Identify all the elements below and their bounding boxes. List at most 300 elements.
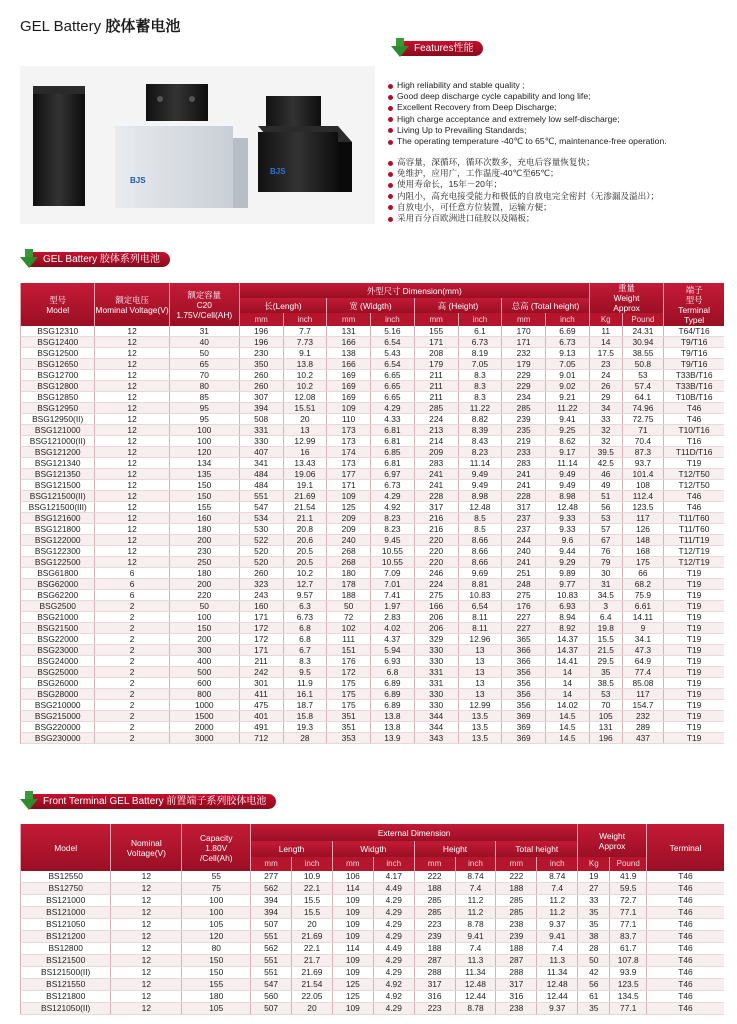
table-cell: 33	[578, 895, 610, 907]
table-cell: 248	[502, 579, 546, 590]
table-cell: 166	[327, 359, 371, 370]
table-cell: 14.5	[546, 733, 590, 744]
table-cell: 173	[327, 425, 371, 436]
table-cell: 307	[239, 392, 283, 403]
table-cell: 12	[95, 414, 169, 425]
table-cell: 9.49	[546, 480, 590, 491]
table-cell: 8.62	[546, 436, 590, 447]
table-cell: 227	[502, 612, 546, 623]
table-cell: T19	[664, 645, 724, 656]
table-cell: 138	[327, 348, 371, 359]
table-cell: BS121000	[21, 907, 111, 919]
table-cell: 344	[414, 722, 458, 733]
table-cell: 4.29	[373, 955, 414, 967]
table-cell: T46	[647, 931, 725, 943]
table-cell: 13	[458, 667, 502, 678]
table-cell: 11	[589, 326, 622, 337]
col-terminal: 端子 型号 Terminal Typel	[664, 283, 724, 326]
table-cell: 6.73	[458, 337, 502, 348]
table-cell: BSG215000	[21, 711, 95, 722]
table-cell: T12/T19	[664, 557, 724, 568]
table-cell: T10B/T16	[664, 392, 724, 403]
table-cell: 87.3	[622, 447, 664, 458]
table-cell: 28	[578, 943, 610, 955]
table-cell: 11.2	[455, 907, 496, 919]
table-cell: 111	[327, 634, 371, 645]
table-cell: 9.1	[283, 348, 327, 359]
table-cell: 365	[502, 634, 546, 645]
table-cell: 4.29	[373, 895, 414, 907]
table-cell: 343	[414, 733, 458, 744]
table-cell: 172	[239, 634, 283, 645]
table-cell: T19	[664, 458, 724, 469]
table-cell: 13.5	[458, 733, 502, 744]
unit-mm: mm	[502, 313, 546, 326]
table-cell: 351	[327, 711, 371, 722]
table-cell: 72.75	[622, 414, 664, 425]
table-cell: 227	[502, 623, 546, 634]
table-cell: 105	[182, 919, 251, 931]
table-cell: T11/T19	[664, 535, 724, 546]
table-cell: 1500	[169, 711, 239, 722]
product-photo	[20, 66, 375, 224]
table-cell: 15.5	[292, 895, 333, 907]
table-row	[21, 381, 725, 392]
table-cell: T19	[664, 579, 724, 590]
table-cell: 7.4	[455, 883, 496, 895]
table-cell: 49	[589, 480, 622, 491]
table-cell: 35	[589, 667, 622, 678]
table-cell: 6.54	[458, 601, 502, 612]
table-cell: 11.22	[546, 403, 590, 414]
table-cell: 10.83	[458, 590, 502, 601]
table-cell: 31	[169, 326, 239, 337]
table-cell: 64.1	[622, 392, 664, 403]
table-cell: BS12800	[21, 943, 111, 955]
table-row	[21, 590, 725, 601]
table-cell: 6.93	[546, 601, 590, 612]
feature-item: The operating temperature -40℃ to 65℃, maintenance-free operation.	[386, 136, 731, 147]
table-cell: 77.4	[622, 667, 664, 678]
table-cell: 15.8	[283, 711, 327, 722]
table-cell: 32	[589, 436, 622, 447]
unit-pound: Pound	[610, 857, 647, 871]
table-cell: BSG2500	[21, 601, 95, 612]
table-cell: 34.5	[589, 590, 622, 601]
table-cell: 29	[589, 392, 622, 403]
table-row	[21, 919, 725, 931]
table-cell: 114	[332, 883, 373, 895]
table-cell: 12.44	[537, 991, 578, 1003]
table-cell: 3	[589, 601, 622, 612]
table-cell: T19	[664, 623, 724, 634]
table-cell: 8.5	[458, 524, 502, 535]
table-cell: T19	[664, 733, 724, 744]
table-cell: T11/T60	[664, 524, 724, 535]
table-cell: BSG12950	[21, 403, 95, 414]
table-cell: 475	[239, 700, 283, 711]
table-cell: 13.9	[371, 733, 415, 744]
table-cell: 4.92	[371, 502, 415, 513]
table-cell: 53	[622, 370, 664, 381]
table-cell: 29.5	[589, 656, 622, 667]
table-cell: 6.81	[371, 425, 415, 436]
table-cell: 232	[502, 348, 546, 359]
table-cell: 71	[622, 425, 664, 436]
table-cell: 9.29	[546, 557, 590, 568]
table-cell: 260	[239, 568, 283, 579]
table-cell: 50	[578, 955, 610, 967]
table-cell: 411	[239, 689, 283, 700]
table-cell: 117	[622, 513, 664, 524]
table-cell: 6.54	[371, 337, 415, 348]
table-cell: BSG121000	[21, 425, 95, 436]
table-cell: 200	[169, 579, 239, 590]
table-cell: 562	[251, 883, 292, 895]
table-cell: 300	[169, 645, 239, 656]
table-cell: 188	[327, 590, 371, 601]
table-cell: 12	[95, 359, 169, 370]
table-cell: 287	[496, 955, 537, 967]
table-cell: 238	[496, 1003, 537, 1015]
table-cell: BSG122000	[21, 535, 95, 546]
table-cell: 369	[502, 722, 546, 733]
table-cell: 491	[239, 722, 283, 733]
table-cell: 220	[414, 557, 458, 568]
table-cell: 6.73	[283, 612, 327, 623]
table-cell: 12.08	[283, 392, 327, 403]
table-cell: 4.29	[373, 1003, 414, 1015]
table-cell: 14.02	[546, 700, 590, 711]
table-cell: BSG28000	[21, 689, 95, 700]
table-cell: 6.8	[283, 623, 327, 634]
table-cell: 6	[95, 590, 169, 601]
col-height: 高 (Height)	[414, 298, 502, 313]
table-cell: 11.14	[458, 458, 502, 469]
table-cell: BSG121800	[21, 524, 95, 535]
table-cell: 112.4	[622, 491, 664, 502]
table-cell: 188	[414, 883, 455, 895]
table-cell: BSG26000	[21, 678, 95, 689]
table-cell: 9.89	[546, 568, 590, 579]
table-cell: 288	[414, 967, 455, 979]
table-cell: T19	[664, 722, 724, 733]
table-cell: 289	[622, 722, 664, 733]
table-cell: 65	[169, 359, 239, 370]
table-cell: 232	[622, 711, 664, 722]
table-row	[21, 535, 725, 546]
col-height: Height	[414, 841, 496, 857]
table-cell: 6	[95, 568, 169, 579]
table-cell: T33B/T16	[664, 381, 724, 392]
table-cell: 12	[95, 557, 169, 568]
table-cell: 106	[332, 871, 373, 883]
table-cell: 12	[111, 907, 182, 919]
table-cell: 230	[239, 348, 283, 359]
table-cell: 6.65	[371, 381, 415, 392]
table-cell: 6	[95, 579, 169, 590]
table-row	[21, 491, 725, 502]
table-cell: 2	[95, 645, 169, 656]
table-cell: 8.74	[537, 871, 578, 883]
table-cell: 109	[327, 491, 371, 502]
table-cell: 6.73	[546, 337, 590, 348]
table-cell: 8.98	[546, 491, 590, 502]
table-cell: 109	[332, 955, 373, 967]
table-cell: 712	[239, 733, 283, 744]
unit-inch: inch	[546, 313, 590, 326]
page-title-en: GEL Battery	[20, 18, 102, 35]
table-cell: 8.39	[458, 425, 502, 436]
table-cell: 8.11	[458, 612, 502, 623]
table-cell: 341	[239, 458, 283, 469]
table-cell: 9.41	[546, 414, 590, 425]
table-cell: 12	[95, 513, 169, 524]
table-cell: 7.41	[371, 590, 415, 601]
table-cell: T19	[664, 612, 724, 623]
col-width: 宽 (Widgth)	[327, 298, 415, 313]
table-cell: 301	[239, 678, 283, 689]
table-cell: 85.08	[622, 678, 664, 689]
table-cell: 8.3	[458, 370, 502, 381]
table-cell: 211	[414, 381, 458, 392]
table-row	[21, 568, 725, 579]
table-cell: BSG12950(II)	[21, 414, 95, 425]
table-cell: 12	[111, 883, 182, 895]
table-cell: 38.55	[622, 348, 664, 359]
table-cell: T46	[647, 955, 725, 967]
table-cell: T9/T16	[664, 348, 724, 359]
table-cell: 206	[414, 612, 458, 623]
table-row	[21, 656, 725, 667]
table-cell: 9.45	[371, 535, 415, 546]
col-model: 型号 Model	[21, 283, 95, 326]
table-cell: T9/T16	[664, 337, 724, 348]
table-cell: 7.05	[546, 359, 590, 370]
table-cell: 356	[502, 667, 546, 678]
table-cell: BSG25000	[21, 667, 95, 678]
table-cell: 244	[502, 535, 546, 546]
table-cell: 260	[239, 370, 283, 381]
table-cell: 148	[622, 535, 664, 546]
table-cell: 77.1	[610, 907, 647, 919]
table-cell: 24	[589, 370, 622, 381]
table-cell: 6.1	[458, 326, 502, 337]
features-list-en	[386, 80, 731, 147]
table-cell: BSG121500(III)	[21, 502, 95, 513]
table-cell: 9.49	[458, 480, 502, 491]
table-cell: 170	[502, 326, 546, 337]
table-cell: BSG122500	[21, 557, 95, 568]
table-cell: T46	[664, 502, 724, 513]
unit-inch: inch	[455, 857, 496, 871]
table-cell: 7.7	[283, 326, 327, 337]
table-cell: 109	[332, 931, 373, 943]
table-cell: 330	[414, 656, 458, 667]
table-cell: 13	[283, 425, 327, 436]
table-cell: T19	[664, 711, 724, 722]
table-cell: BSG12310	[21, 326, 95, 337]
table-row	[21, 931, 725, 943]
table-cell: 220	[414, 535, 458, 546]
table-cell: 7.4	[537, 883, 578, 895]
unit-mm: mm	[496, 857, 537, 871]
table-cell: 13.43	[283, 458, 327, 469]
table-cell: 50	[169, 601, 239, 612]
table-cell: 394	[239, 403, 283, 414]
table-cell: BSG24000	[21, 656, 95, 667]
table-cell: 12	[95, 535, 169, 546]
table-cell: 35	[578, 919, 610, 931]
table-cell: 176	[327, 656, 371, 667]
table-cell: 551	[239, 491, 283, 502]
unit-kg: Kg	[578, 857, 610, 871]
table-cell: 105	[182, 1003, 251, 1015]
table-cell: T46	[664, 491, 724, 502]
table-cell: 85	[169, 392, 239, 403]
table-row	[21, 458, 725, 469]
gel-battery-table	[20, 283, 724, 744]
table-cell: T46	[647, 991, 725, 1003]
table-cell: T33B/T16	[664, 370, 724, 381]
table-cell: 114	[332, 943, 373, 955]
table-cell: BSG12650	[21, 359, 95, 370]
table-cell: T46	[664, 403, 724, 414]
table-cell: 240	[327, 535, 371, 546]
table-row	[21, 689, 725, 700]
table-cell: 34	[589, 403, 622, 414]
table-row	[21, 871, 725, 883]
table-cell: 287	[414, 955, 455, 967]
table-cell: 41.9	[610, 871, 647, 883]
table-cell: 19.06	[283, 469, 327, 480]
table-row	[21, 480, 725, 491]
table-cell: 9.57	[283, 590, 327, 601]
table-cell: 12.48	[455, 979, 496, 991]
table-cell: 4.29	[371, 491, 415, 502]
table-cell: 12	[111, 919, 182, 931]
table-cell: T46	[647, 895, 725, 907]
table-cell: 11.3	[537, 955, 578, 967]
table-cell: 317	[496, 979, 537, 991]
table-cell: 350	[239, 359, 283, 370]
table-cell: 1000	[169, 700, 239, 711]
table-row	[21, 425, 725, 436]
table-cell: 176	[502, 601, 546, 612]
table-cell: 8.92	[546, 623, 590, 634]
table-cell: 520	[239, 546, 283, 557]
table-cell: 22.1	[292, 883, 333, 895]
table-cell: 530	[239, 524, 283, 535]
table-cell: 200	[169, 535, 239, 546]
table-cell: BSG12400	[21, 337, 95, 348]
table-cell: 277	[251, 871, 292, 883]
table-cell: 12	[95, 425, 169, 436]
table-cell: 9.41	[537, 931, 578, 943]
unit-inch: inch	[292, 857, 333, 871]
table-cell: 209	[327, 513, 371, 524]
table-cell: 12	[95, 524, 169, 535]
table-cell: T46	[647, 979, 725, 991]
table-cell: BSG21000	[21, 612, 95, 623]
table-cell: 12	[95, 392, 169, 403]
table-cell: 216	[414, 513, 458, 524]
table-cell: 329	[414, 634, 458, 645]
table-cell: 5.16	[371, 326, 415, 337]
table-cell: 285	[496, 895, 537, 907]
table-cell: BSG121500	[21, 480, 95, 491]
table-cell: 171	[502, 337, 546, 348]
table-cell: 53	[589, 689, 622, 700]
table-cell: 9.44	[546, 546, 590, 557]
table-row	[21, 634, 725, 645]
page-title-cn: 胶体蓄电池	[105, 18, 181, 35]
table-cell: 38	[578, 931, 610, 943]
table-cell: 21.69	[292, 931, 333, 943]
table-cell: 109	[332, 919, 373, 931]
table-cell: 12	[95, 480, 169, 491]
table-cell: 76	[589, 546, 622, 557]
table-cell: 93.9	[610, 967, 647, 979]
table-cell: 110	[327, 414, 371, 425]
table-row	[21, 524, 725, 535]
table-row	[21, 883, 725, 895]
table-cell: 20.6	[283, 535, 327, 546]
table-cell: 75	[182, 883, 251, 895]
table-cell: 175	[327, 678, 371, 689]
table-cell: BSG121200	[21, 447, 95, 458]
table-cell: 2	[95, 722, 169, 733]
table-cell: 13	[458, 678, 502, 689]
table-cell: 507	[251, 919, 292, 931]
table-cell: 32	[589, 425, 622, 436]
table-cell: 14.5	[546, 722, 590, 733]
table-row	[21, 348, 725, 359]
table-cell: 228	[502, 491, 546, 502]
table-cell: 66	[622, 568, 664, 579]
col-capacity: Capacity 1.80V /Cell(Ah)	[182, 824, 251, 871]
table-cell: 484	[239, 480, 283, 491]
table-cell: 6.61	[622, 601, 664, 612]
table-cell: 126	[622, 524, 664, 535]
table-cell: 95	[169, 403, 239, 414]
unit-pound: Pound	[622, 313, 664, 326]
table-cell: 168	[622, 546, 664, 557]
table-cell: 7.01	[371, 579, 415, 590]
table-cell: 6.81	[371, 436, 415, 447]
table-cell: 196	[589, 733, 622, 744]
table-cell: 268	[327, 546, 371, 557]
feature-item: High reliability and stable quality ;	[386, 80, 731, 91]
table-cell: T10/T16	[664, 425, 724, 436]
table-cell: BSG121000(II)	[21, 436, 95, 447]
table-cell: 283	[414, 458, 458, 469]
table-cell: 211	[414, 370, 458, 381]
table-cell: T46	[647, 883, 725, 895]
table-cell: 8.3	[458, 392, 502, 403]
table-cell: 10.2	[283, 381, 327, 392]
table-cell: 230	[169, 546, 239, 557]
table-cell: BSG121340	[21, 458, 95, 469]
table-cell: 100	[169, 612, 239, 623]
table-cell: 4.17	[373, 871, 414, 883]
table-cell: 285	[414, 907, 455, 919]
table-cell: 21.54	[292, 979, 333, 991]
table-row	[21, 979, 725, 991]
table-cell: 100	[182, 907, 251, 919]
table-cell: 401	[239, 711, 283, 722]
table-cell: T64/T16	[664, 326, 724, 337]
